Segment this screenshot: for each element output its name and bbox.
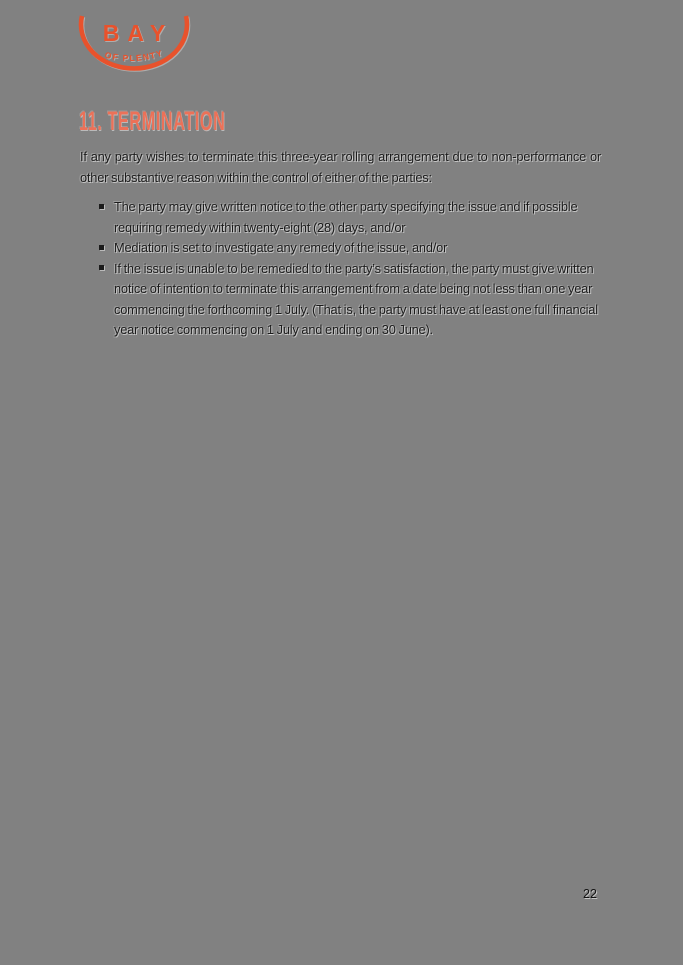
section-heading: 11. TERMINATION	[79, 106, 226, 136]
bullet-text: Mediation is set to investigate any remedy of the issue, and/or	[114, 240, 448, 255]
page-number: 22	[583, 887, 597, 901]
bullet-item	[80, 197, 601, 238]
bullet-square-icon	[99, 265, 104, 270]
bullet-text: If the issue is unable to be remedied to the party’s satisfaction, the party must give written notice of intention to terminate this arrangement from a date being not less than one year commencing the forthcoming 1 July. (That is, the party must have at least one full financial year notice commencing on 1 July and ending on 30 June).	[114, 260, 598, 337]
bay-of-plenty-logo	[77, 8, 191, 74]
termination-bullet-list	[80, 197, 601, 341]
logo-subtitle-textline	[104, 47, 165, 63]
logo-subtitle-text: OF PLENTY	[103, 47, 165, 64]
bullet-square-icon	[99, 245, 104, 250]
bullet-text: The party may give written notice to the other party specifying the issue and if possible requiring remedy within twenty-eight (28) days, and/or	[114, 199, 578, 235]
bullet-item	[80, 238, 601, 259]
logo-title-text: BAY	[102, 20, 174, 46]
bullet-item	[80, 259, 601, 341]
intro-paragraph: If any party wishes to terminate this three-year rolling arrangement due to non-performance or other substantive reason within the control of either of the parties:	[80, 149, 601, 185]
bullet-square-icon	[99, 204, 104, 209]
logo-smile-icon	[77, 8, 191, 74]
